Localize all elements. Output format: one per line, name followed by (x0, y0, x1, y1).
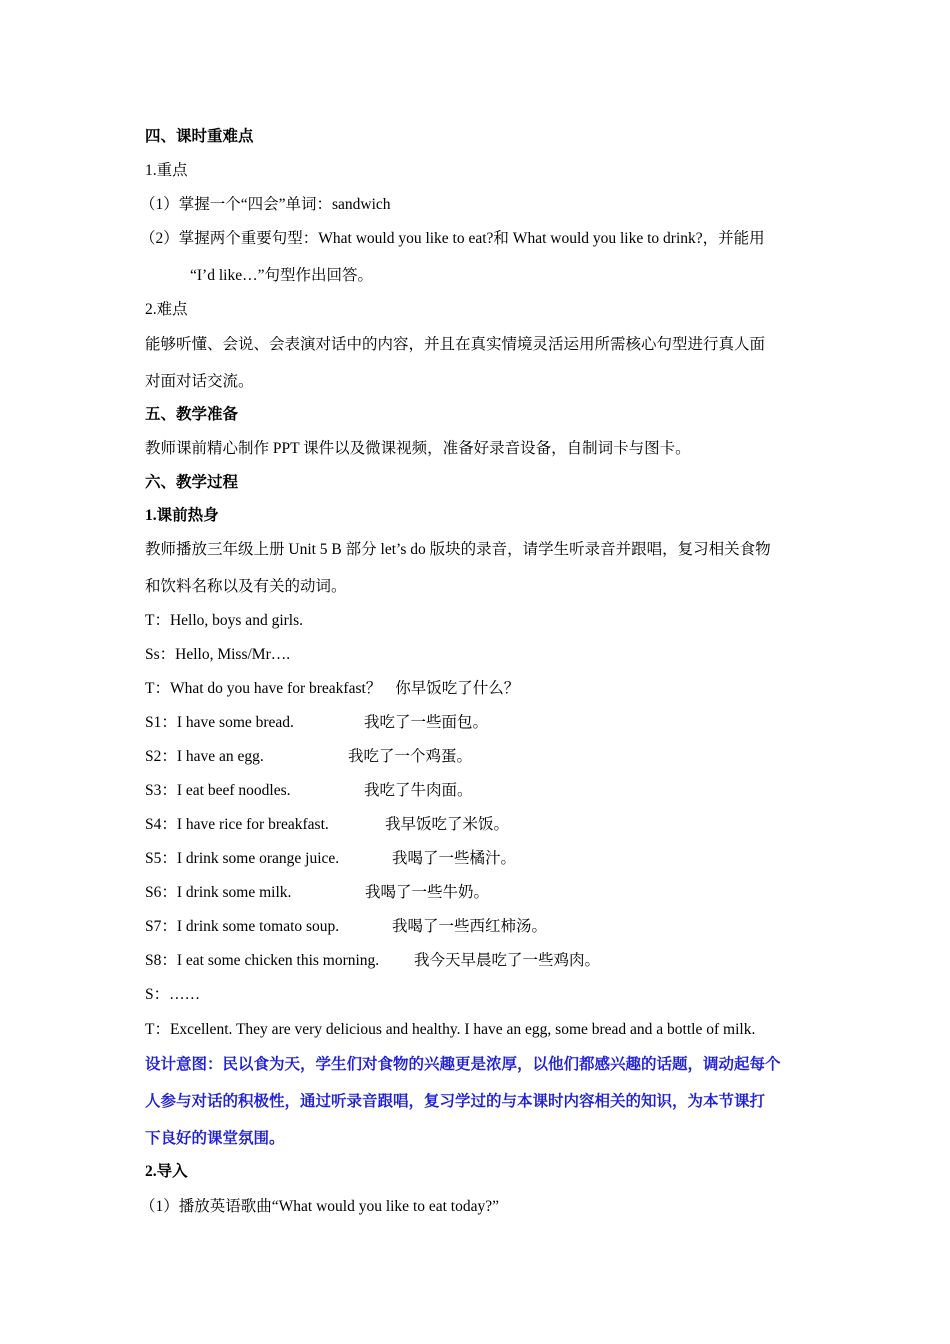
dialog-line: T：What do you have for breakfast？ 你早饭吃了什么？ (145, 680, 520, 697)
dialog-line: S4：I have rice for breakfast. 我早饭吃了米饭。 (145, 816, 510, 833)
dialog-translation: 我吃了一些面包。 (364, 714, 489, 731)
dialog-translation: 你早饭吃了什么？ (395, 680, 520, 697)
dialog-translation: 我今天早晨吃了一些鸡肉。 (414, 952, 601, 969)
dialog-line: S：…… (145, 986, 201, 1003)
warmup-text-1: 教师播放三年级上册 Unit 5 B 部分 let’s do 版块的录音，请学生听录音并跟唱，复习相关食物 (145, 541, 771, 558)
key-point-1: （1）掌握一个“四会”单词：sandwich (140, 196, 391, 213)
dialog-line: S8：I eat some chicken this morning. 我今天早晨吃了一些鸡肉。 (145, 952, 601, 969)
lead-in-title: 2.导入 (145, 1163, 188, 1180)
dialog-translation: 我喝了一些西红柿汤。 (392, 918, 548, 935)
dialog-translation: 我喝了一些牛奶。 (365, 884, 490, 901)
dialog-translation: 我早饭吃了米饭。 (385, 816, 510, 833)
difficulty-text-2: 对面对话交流。 (145, 373, 254, 390)
key-points-title: 1.重点 (145, 162, 188, 179)
dialog-translation: 我吃了一个鸡蛋。 (348, 748, 473, 765)
dialog-line: S5：I drink some orange juice. 我喝了一些橘汁。 (145, 850, 517, 867)
dialog-translation: 我喝了一些橘汁。 (392, 850, 517, 867)
dialog-line: S2：I have an egg. 我吃了一个鸡蛋。 (145, 748, 473, 765)
section-6-heading: 六、教学过程 (145, 474, 239, 491)
warmup-title: 1.课前热身 (145, 507, 219, 524)
dialog-line: T：Excellent. They are very delicious and healthy. I have an egg, some bread and a bottle of milk. (145, 1021, 756, 1038)
difficulty-title: 2.难点 (145, 301, 188, 318)
dialog-translation: 我吃了牛肉面。 (364, 782, 473, 799)
section-4-heading: 四、课时重难点 (145, 128, 254, 145)
design-intent-2: 人参与对话的积极性，通过听录音跟唱，复习学过的与本课时内容相关的知识，为本节课打 (145, 1093, 766, 1110)
design-intent-3: 下良好的课堂氛围。 (145, 1130, 285, 1147)
key-point-2: （2）掌握两个重要句型：What would you like to eat?和 What would you like to drink?，并能用 (140, 230, 765, 247)
section-5-heading: 五、教学准备 (145, 406, 239, 423)
dialog-line: Ss：Hello, Miss/Mr…. (145, 646, 291, 663)
lead-in-text-1: （1）播放英语歌曲“What would you like to eat today?” (140, 1198, 500, 1215)
preparation-text: 教师课前精心制作 PPT 课件以及微课视频，准备好录音设备，自制词卡与图卡。 (145, 440, 691, 457)
dialog-line: T：Hello, boys and girls. (145, 612, 303, 629)
design-intent-1: 设计意图：民以食为天，学生们对食物的兴趣更是浓厚，以他们都感兴趣的话题，调动起每个 (145, 1056, 781, 1073)
dialog-line: S3：I eat beef noodles. 我吃了牛肉面。 (145, 782, 473, 799)
dialog-line: S6：I drink some milk. 我喝了一些牛奶。 (145, 884, 490, 901)
key-point-2-continued: “I’d like…”句型作出回答。 (190, 267, 373, 284)
dialog-line: S1：I have some bread. 我吃了一些面包。 (145, 714, 489, 731)
warmup-text-2: 和饮料名称以及有关的动词。 (145, 578, 347, 595)
difficulty-text-1: 能够听懂、会说、会表演对话中的内容，并且在真实情境灵活运用所需核心句型进行真人面 (145, 336, 766, 353)
dialog-line: S7：I drink some tomato soup. 我喝了一些西红柿汤。 (145, 918, 548, 935)
